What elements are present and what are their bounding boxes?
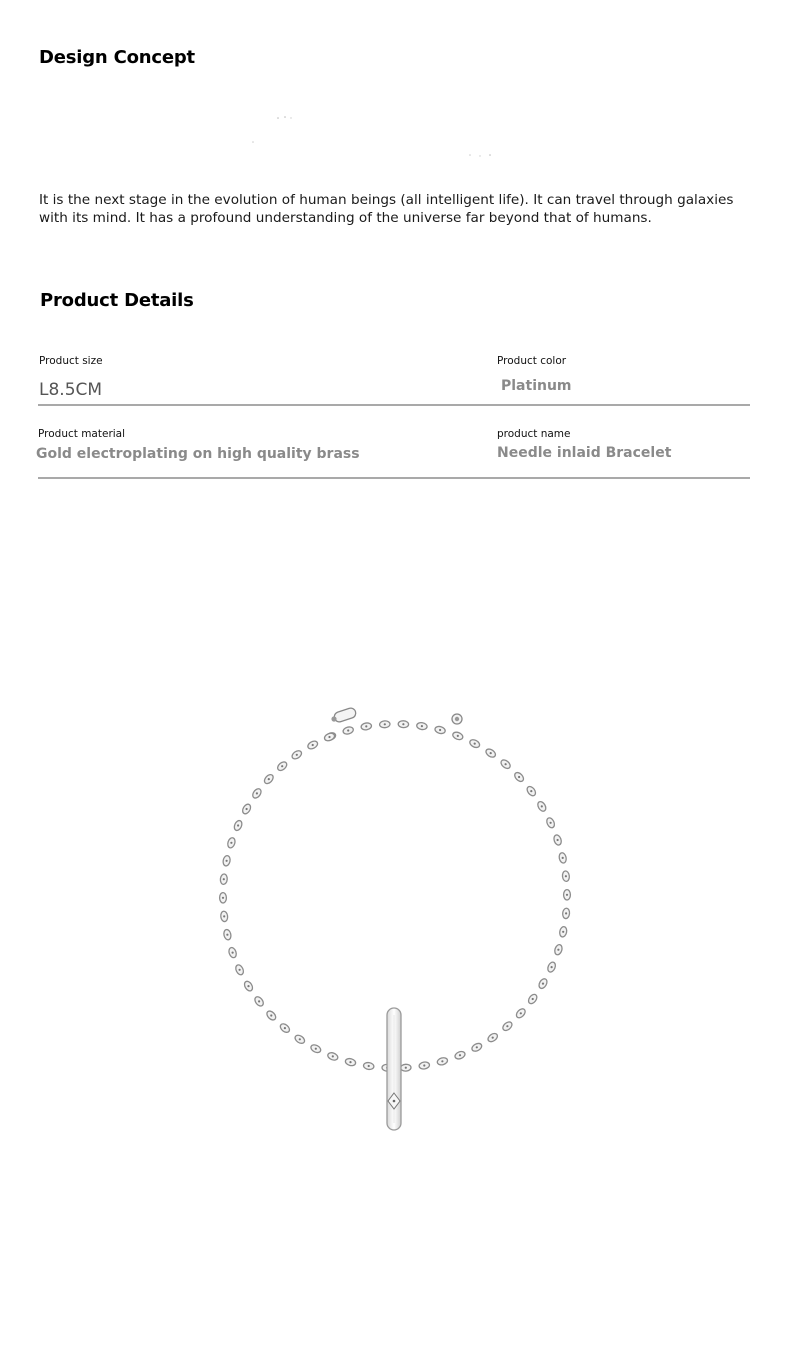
- chain-link-shade: [542, 983, 544, 985]
- chain-link-shade: [557, 839, 559, 841]
- chain-link-shade: [232, 952, 234, 954]
- chain-link-shade: [541, 805, 543, 807]
- chain-link-shade: [223, 915, 225, 917]
- chain-link-shade: [226, 860, 228, 862]
- chain-link-shade: [246, 808, 248, 810]
- product-material-label: Product material: [38, 428, 126, 440]
- product-name-label: product name: [497, 428, 571, 440]
- design-concept-text: It is the next stage in the evolution of human beings (all intelligent life). It can travel through galaxies with its mind. It has a profound understanding of the universe far beyond that of humans.: [39, 192, 734, 226]
- chain-link-shade: [258, 1000, 260, 1002]
- chain-link-shade: [368, 1065, 370, 1067]
- chain-link-shade: [256, 792, 258, 794]
- chain-link-shade: [328, 736, 330, 738]
- chain-link-shade: [347, 729, 349, 731]
- chain-link-shade: [551, 966, 553, 968]
- chain-link-shade: [223, 878, 225, 880]
- product-material-value: Gold electroplating on high quality brass: [36, 446, 360, 462]
- chain-link-shade: [457, 735, 459, 737]
- chain-link-shade: [506, 1025, 508, 1027]
- chain-link-shade: [268, 778, 270, 780]
- product-color-value: Platinum: [501, 378, 572, 394]
- chain-link-shade: [315, 1048, 317, 1050]
- chain-link-shade: [384, 723, 386, 725]
- chain-link-shade: [349, 1061, 351, 1063]
- chain-link-shade: [270, 1014, 272, 1016]
- chain-link-shade: [566, 894, 568, 896]
- product-size-value: L8.5CM: [39, 380, 103, 400]
- chain-link-shade: [474, 743, 476, 745]
- chain-link-shade: [562, 857, 564, 859]
- chain-link-shade: [441, 1060, 443, 1062]
- chain-link-shade: [532, 998, 534, 1000]
- product-size-label: Product size: [39, 355, 103, 367]
- product-name-value: Needle inlaid Bracelet: [497, 445, 672, 461]
- chain-link-shade: [365, 725, 367, 727]
- chain-link-shade: [247, 985, 249, 987]
- chain-link-shade: [239, 969, 241, 971]
- bracelet-photo: [0, 560, 790, 1180]
- chain-link-shade: [492, 1037, 494, 1039]
- chain-link-shade: [562, 931, 564, 933]
- chain-link-shade: [550, 822, 552, 824]
- chain-link-shade: [405, 1067, 407, 1069]
- chain-link-shade: [284, 1027, 286, 1029]
- chain-link-shade: [281, 765, 283, 767]
- chain-link-shade: [505, 763, 507, 765]
- chain-link-shade: [557, 949, 559, 951]
- chain-link-shade: [565, 875, 567, 877]
- chain-link-shade: [518, 776, 520, 778]
- divider: [38, 477, 750, 479]
- end-cap-left: [331, 707, 357, 723]
- chain-link-shade: [423, 1064, 425, 1066]
- chain-link-shade: [439, 729, 441, 731]
- chain-link-shade: [459, 1054, 461, 1056]
- chain-link-shade: [530, 790, 532, 792]
- end-cap-right: [452, 714, 462, 724]
- chain-link-shade: [237, 824, 239, 826]
- chain-link-shade: [490, 752, 492, 754]
- chain-link-shade: [476, 1046, 478, 1048]
- chain-link-shade: [520, 1012, 522, 1014]
- product-color-label: Product color: [497, 355, 567, 367]
- chain-link-shade: [421, 725, 423, 727]
- chain-link-shade: [402, 723, 404, 725]
- chain-link-shade: [312, 744, 314, 746]
- chain-link-shade: [299, 1038, 301, 1040]
- chain-link-shade: [565, 912, 567, 914]
- decorative-specks: [0, 100, 790, 170]
- needle-bar: [387, 1008, 401, 1130]
- chain-link-shade: [332, 1055, 334, 1057]
- design-concept-heading: Design Concept: [39, 47, 195, 68]
- chain-link-shade: [230, 842, 232, 844]
- chain-link-shade: [222, 897, 224, 899]
- chain-link-shade: [226, 934, 228, 936]
- divider: [38, 404, 750, 406]
- product-details-heading: Product Details: [40, 290, 194, 311]
- chain-link-shade: [296, 754, 298, 756]
